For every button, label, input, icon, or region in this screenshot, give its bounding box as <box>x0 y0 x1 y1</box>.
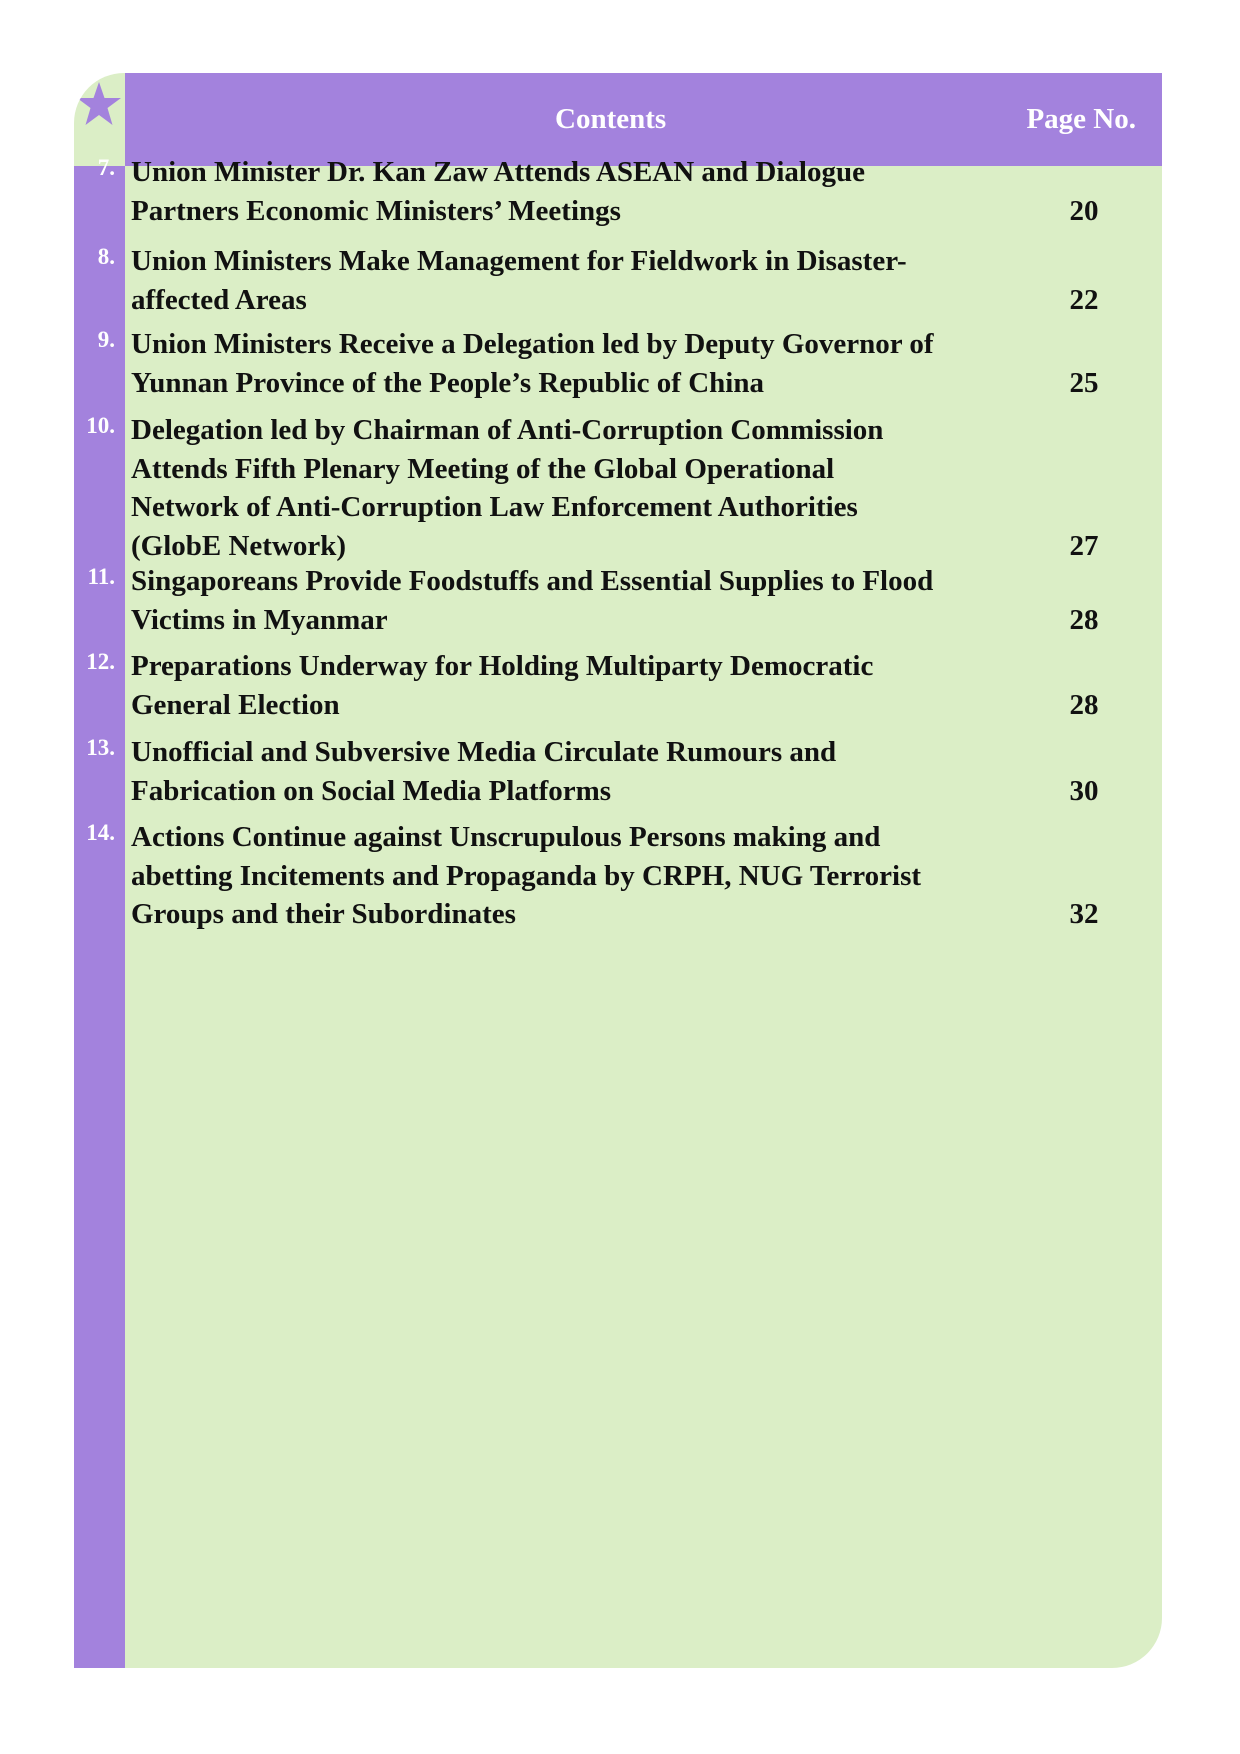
entry-title-line: Groups and their Subordinates <box>131 898 516 930</box>
entry-title-line: affected Areas <box>131 283 307 316</box>
entry-number: 9. <box>97 327 115 352</box>
entry-number: 14. <box>86 820 115 845</box>
entry-title-line: Singaporeans Provide Foodstuffs and Essential Supplies to Flood <box>131 565 934 597</box>
entry-title-line: Delegation led by Chairman of Anti-Corruption Commission <box>131 414 884 446</box>
entry-number: 13. <box>86 735 115 760</box>
entry-page-number: 32 <box>1069 898 1099 930</box>
entry-number: 12. <box>86 649 115 674</box>
entry-number: 11. <box>87 564 115 589</box>
entry-title <box>131 153 1011 230</box>
entry-title <box>131 818 1011 934</box>
entry-title-line: General Election <box>131 688 340 721</box>
entry-title <box>131 325 1011 402</box>
star-icon <box>76 81 122 127</box>
entry-title-line: Unofficial and Subversive Media Circulate Rumours and <box>131 736 837 768</box>
entry-title <box>131 733 1011 810</box>
entry-title-line: Network of Anti-Corruption Law Enforcement Authorities <box>131 491 858 523</box>
entry-title-line: Actions Continue against Unscrupulous Persons making and <box>131 821 881 853</box>
entry-title-line: Union Ministers Make Management for Fieldwork in Disaster- <box>131 245 907 277</box>
number-column-strip <box>74 166 125 1668</box>
entry-title <box>131 647 1011 724</box>
entry-page-number: 25 <box>1069 366 1099 399</box>
contents-heading: Contents <box>555 103 667 135</box>
entry-number: 8. <box>97 244 115 269</box>
entry-title-line: Fabrication on Social Media Platforms <box>131 774 612 807</box>
entry-title <box>131 562 1011 639</box>
entry-title-line: (GlobE Network) <box>131 529 347 562</box>
contents-panel <box>74 73 1162 1668</box>
entry-page-number: 28 <box>1069 603 1099 636</box>
entry-title <box>131 242 1011 319</box>
entry-title-line: Union Minister Dr. Kan Zaw Attends ASEAN and Dialogue <box>131 156 865 188</box>
entry-title <box>131 411 1011 565</box>
entry-title-line: Victims in Myanmar <box>131 603 388 636</box>
entry-number: 10. <box>86 413 115 438</box>
entry-page-number: 27 <box>1069 529 1099 562</box>
entry-page-number: 22 <box>1069 283 1099 316</box>
entry-title-line: Attends Fifth Plenary Meeting of the Global Operational <box>131 452 835 485</box>
entry-title-line: Partners Economic Ministers’ Meetings <box>131 194 621 227</box>
entry-title-line: Union Ministers Receive a Delegation led by Deputy Governor of <box>131 328 934 360</box>
entry-page-number: 30 <box>1069 774 1099 807</box>
entry-page-number: 28 <box>1069 688 1099 721</box>
entry-page-number: 20 <box>1069 194 1099 227</box>
page-number-heading: Page No. <box>1026 103 1136 135</box>
header-corner <box>74 73 125 166</box>
entry-title-line: Yunnan Province of the People’s Republic of China <box>131 366 764 399</box>
entry-title-line: Preparations Underway for Holding Multiparty Democratic <box>131 650 874 682</box>
entry-number: 7. <box>97 155 115 180</box>
entry-title-line: abetting Incitements and Propaganda by CRPH, NUG Terrorist <box>131 859 922 892</box>
